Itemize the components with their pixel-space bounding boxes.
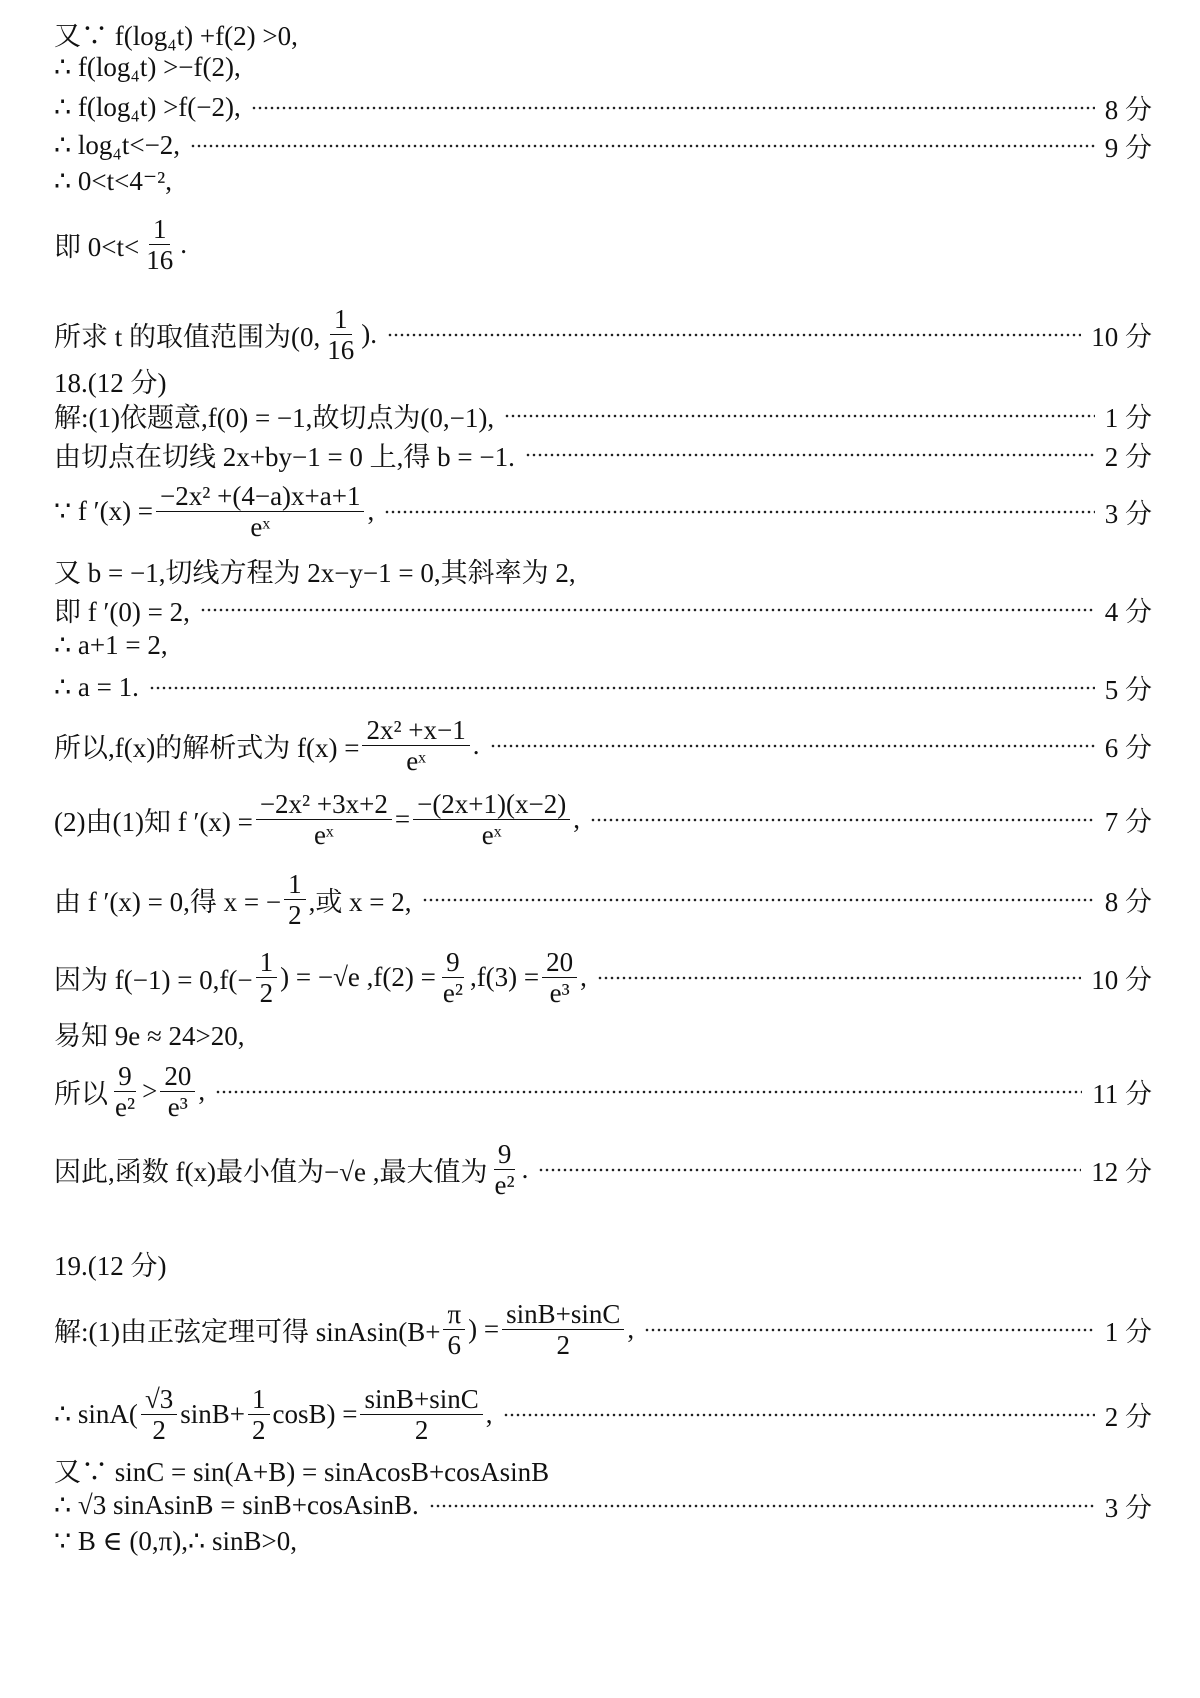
line-text-segment: ∵ B ∈ (0,π),∴ sinB>0, bbox=[54, 1526, 297, 1556]
fraction-numerator: √3 bbox=[141, 1385, 177, 1415]
fraction-numerator: 2x² +x−1 bbox=[362, 716, 469, 746]
fraction-denominator: 16 bbox=[327, 335, 355, 366]
line-text-segment: ∴ log₄t<−2, bbox=[54, 130, 181, 160]
fraction-numerator: 20 bbox=[542, 948, 577, 978]
solution-line bbox=[54, 126, 1152, 165]
fraction-denominator: 6 bbox=[447, 1330, 462, 1361]
dotted-leader bbox=[387, 333, 1081, 337]
line-text bbox=[54, 551, 576, 590]
fraction bbox=[284, 870, 306, 930]
fraction bbox=[491, 1140, 519, 1200]
score-label: 4 分 bbox=[1104, 597, 1152, 627]
line-text bbox=[54, 396, 494, 435]
dotted-leader bbox=[525, 453, 1095, 457]
line-text-segment: 18.(12 分) bbox=[54, 368, 167, 398]
line-text bbox=[54, 1490, 419, 1521]
solution-line bbox=[54, 1014, 1152, 1053]
line-text-segment: ∵ f ′(x) = bbox=[54, 496, 154, 527]
score-label: 2 分 bbox=[1104, 442, 1152, 472]
solution-line bbox=[54, 166, 1152, 197]
fraction bbox=[256, 948, 278, 1008]
fraction bbox=[156, 482, 364, 542]
line-text bbox=[54, 482, 374, 542]
line-text-segment: ). bbox=[361, 319, 377, 350]
score-label: 7 分 bbox=[1104, 807, 1152, 838]
line-text bbox=[54, 92, 241, 123]
line-text-segment: 19.(12 分) bbox=[54, 1251, 167, 1281]
line-text bbox=[54, 361, 166, 400]
score-label: 3 分 bbox=[1104, 1493, 1152, 1523]
fraction-numerator: −2x² +3x+2 bbox=[256, 790, 392, 820]
line-text-segment: , bbox=[580, 962, 587, 993]
line-text bbox=[54, 870, 412, 930]
line-text bbox=[54, 1300, 634, 1360]
solution-line bbox=[54, 1140, 1152, 1200]
fraction-denominator: eˣ bbox=[406, 746, 426, 777]
line-text-segment: ) = −√e ,f(2) = bbox=[280, 962, 436, 993]
fraction bbox=[360, 1385, 482, 1445]
line-text bbox=[54, 14, 298, 53]
line-text bbox=[54, 1450, 549, 1489]
fraction bbox=[323, 305, 358, 365]
line-text bbox=[54, 52, 241, 83]
line-text-segment: ∴ 0<t<4⁻², bbox=[54, 166, 172, 196]
line-text-segment: 因此,函数 f(x)最小值为−√e ,最大值为 bbox=[54, 1157, 488, 1188]
fraction-numerator: π bbox=[443, 1300, 465, 1330]
fraction-denominator: eˣ bbox=[481, 820, 502, 851]
solution-line bbox=[54, 435, 1152, 474]
score-label: 12 分 bbox=[1091, 1157, 1152, 1188]
fraction-numerator: 9 bbox=[114, 1062, 136, 1092]
line-text bbox=[54, 1526, 297, 1557]
dotted-leader bbox=[644, 1328, 1095, 1332]
line-text bbox=[54, 672, 139, 703]
line-text-segment: (2)由(1)知 f ′(x) = bbox=[54, 807, 253, 838]
fraction bbox=[142, 215, 177, 275]
line-text bbox=[54, 630, 168, 661]
fraction-numerator: 1 bbox=[248, 1385, 270, 1415]
score-label: 2 分 bbox=[1104, 1402, 1152, 1433]
line-text-segment: ,或 x = 2, bbox=[308, 887, 412, 918]
line-text bbox=[54, 790, 580, 850]
solution-line bbox=[54, 361, 1152, 400]
line-text-segment: , bbox=[573, 804, 580, 835]
line-text-segment: 所以,f(x)的解析式为 f(x) = bbox=[54, 733, 360, 764]
line-text-segment: 由 f ′(x) = 0,得 x = − bbox=[54, 887, 282, 918]
solution-line bbox=[54, 1385, 1152, 1445]
fraction-numerator: sinB+sinC bbox=[502, 1300, 624, 1330]
fraction-numerator: sinB+sinC bbox=[360, 1385, 482, 1415]
fraction bbox=[160, 1062, 195, 1122]
solution-line bbox=[54, 14, 1152, 53]
line-text-segment: ∴ f(log₄t) >−f(2), bbox=[54, 52, 241, 82]
fraction-numerator: 20 bbox=[160, 1062, 195, 1092]
fraction-denominator: 2 bbox=[288, 900, 302, 931]
fraction-numerator: 1 bbox=[330, 305, 352, 335]
solution-line bbox=[54, 1244, 1152, 1283]
fraction-denominator: e² bbox=[494, 1170, 515, 1201]
line-text-segment: , bbox=[198, 1076, 206, 1107]
line-text-segment: 即 f ′(0) = 2, bbox=[54, 597, 190, 627]
solution-line bbox=[54, 1450, 1152, 1489]
line-text-segment: ∴ sinA( bbox=[54, 1399, 138, 1430]
line-text-segment: cosB) = bbox=[272, 1399, 358, 1430]
solution-line bbox=[54, 482, 1152, 542]
line-text bbox=[54, 166, 172, 197]
fraction-denominator: e³ bbox=[549, 978, 570, 1009]
dotted-leader bbox=[200, 608, 1095, 612]
line-text-segment: , bbox=[627, 1314, 635, 1345]
line-text-segment: 因为 f(−1) = 0,f(− bbox=[54, 965, 253, 996]
fraction-denominator: e² bbox=[442, 978, 463, 1009]
solution-line bbox=[54, 396, 1152, 435]
line-text bbox=[54, 305, 377, 365]
fraction-numerator: 9 bbox=[442, 948, 464, 978]
fraction-numerator: −2x² +(4−a)x+a+1 bbox=[156, 482, 364, 512]
dotted-leader bbox=[422, 898, 1095, 902]
dotted-leader bbox=[597, 976, 1081, 980]
fraction bbox=[542, 948, 577, 1008]
solution-line bbox=[54, 668, 1152, 707]
line-text-segment: ∴ a+1 = 2, bbox=[54, 630, 168, 660]
score-label: 11 分 bbox=[1092, 1079, 1152, 1110]
solution-line bbox=[54, 215, 1152, 275]
fraction-denominator: eˣ bbox=[313, 820, 334, 851]
line-text-segment: 又∵ sinC = sin(A+B) = sinAcosB+cosAsinB bbox=[54, 1457, 550, 1487]
line-text-segment: ∴ a = 1. bbox=[54, 672, 139, 702]
fraction bbox=[111, 1062, 139, 1122]
line-text-segment: 又∵ f(log₄t) +f(2) >0, bbox=[54, 21, 298, 51]
dotted-leader bbox=[503, 1413, 1095, 1417]
line-text bbox=[54, 130, 180, 161]
fraction-denominator: e³ bbox=[167, 1092, 188, 1123]
dotted-leader bbox=[251, 106, 1095, 110]
line-text-segment: 又 b = −1,切线方程为 2x−y−1 = 0,其斜率为 2, bbox=[54, 558, 576, 588]
solution-line bbox=[54, 1486, 1152, 1525]
solution-line bbox=[54, 551, 1152, 590]
solution-line bbox=[54, 88, 1152, 127]
line-text bbox=[54, 1244, 166, 1283]
dotted-leader bbox=[538, 1168, 1081, 1172]
line-text-segment: 解:(1)由正弦定理可得 sinAsin(B+ bbox=[54, 1317, 441, 1348]
dotted-leader bbox=[215, 1090, 1082, 1094]
line-text-segment: . bbox=[180, 229, 187, 260]
score-label: 1 分 bbox=[1104, 403, 1152, 433]
solution-line bbox=[54, 716, 1152, 776]
fraction bbox=[443, 1300, 465, 1360]
fraction bbox=[502, 1300, 624, 1360]
line-text bbox=[54, 435, 515, 474]
fraction-numerator: 1 bbox=[149, 215, 171, 245]
line-text-segment: 由切点在切线 2x+by−1 = 0 上,得 b = −1. bbox=[54, 442, 515, 472]
line-text-segment: ∴ √3 sinAsinB = sinB+cosAsinB. bbox=[54, 1490, 419, 1520]
line-text-segment: 即 0<t< bbox=[54, 232, 140, 263]
fraction-denominator: 16 bbox=[146, 245, 174, 276]
solution-line bbox=[54, 630, 1152, 661]
solution-line bbox=[54, 870, 1152, 930]
line-text bbox=[54, 1014, 245, 1053]
solution-line bbox=[54, 1300, 1152, 1360]
fraction-denominator: 2 bbox=[152, 1415, 166, 1446]
solution-line bbox=[54, 1062, 1152, 1122]
solution-line bbox=[54, 790, 1152, 850]
line-text-segment: 解:(1)依题意,f(0) = −1,故切点为(0,−1), bbox=[54, 403, 495, 433]
line-text bbox=[54, 590, 190, 629]
line-text-segment: , bbox=[367, 496, 375, 527]
fraction-numerator: −(2x+1)(x−2) bbox=[413, 790, 570, 820]
solution-line bbox=[54, 590, 1152, 629]
fraction bbox=[439, 948, 467, 1008]
line-text-segment: ∴ f(log₄t) >f(−2), bbox=[54, 92, 241, 122]
solution-line bbox=[54, 305, 1152, 365]
line-text-segment: = bbox=[394, 804, 411, 835]
score-label: 5 分 bbox=[1104, 675, 1152, 705]
line-text-segment: . bbox=[472, 730, 480, 761]
score-label: 1 分 bbox=[1104, 1317, 1152, 1348]
fraction-denominator: 2 bbox=[414, 1415, 429, 1446]
dotted-leader bbox=[384, 510, 1095, 514]
dotted-leader bbox=[429, 1504, 1095, 1508]
fraction bbox=[141, 1385, 177, 1445]
line-text-segment: 易知 9e ≈ 24>20, bbox=[54, 1021, 245, 1051]
dotted-leader bbox=[149, 686, 1095, 690]
line-text-segment: 所求 t 的取值范围为(0, bbox=[54, 322, 321, 353]
fraction-numerator: 1 bbox=[256, 948, 278, 978]
fraction-denominator: 2 bbox=[556, 1330, 570, 1361]
fraction-numerator: 1 bbox=[284, 870, 306, 900]
line-text-segment: sinB+ bbox=[180, 1399, 246, 1430]
fraction-denominator: eˣ bbox=[250, 512, 271, 543]
score-label: 6 分 bbox=[1104, 733, 1152, 764]
line-text bbox=[54, 716, 480, 776]
line-text bbox=[54, 1140, 528, 1200]
fraction-numerator: 9 bbox=[494, 1140, 516, 1170]
dotted-leader bbox=[190, 144, 1095, 148]
fraction-denominator: 2 bbox=[259, 978, 274, 1009]
line-text-segment: 所以 bbox=[54, 1079, 108, 1110]
fraction bbox=[248, 1385, 270, 1445]
solution-line bbox=[54, 52, 1152, 83]
line-text-segment: . bbox=[521, 1154, 529, 1185]
line-text bbox=[54, 1385, 493, 1445]
fraction bbox=[413, 790, 570, 850]
dotted-leader bbox=[490, 744, 1095, 748]
line-text-segment: ) = bbox=[468, 1314, 500, 1345]
solution-line bbox=[54, 948, 1152, 1008]
solution-line bbox=[54, 1526, 1152, 1557]
line-text bbox=[54, 948, 587, 1008]
score-label: 3 分 bbox=[1104, 499, 1152, 530]
fraction-denominator: 2 bbox=[252, 1415, 266, 1446]
fraction bbox=[362, 716, 469, 776]
fraction-denominator: e² bbox=[115, 1092, 136, 1123]
score-label: 10 分 bbox=[1091, 322, 1152, 353]
line-text-segment: > bbox=[142, 1076, 158, 1107]
line-text bbox=[54, 1062, 205, 1122]
dotted-leader bbox=[590, 818, 1095, 822]
score-label: 8 分 bbox=[1104, 95, 1152, 125]
score-label: 10 分 bbox=[1091, 965, 1152, 996]
score-label: 8 分 bbox=[1104, 887, 1152, 918]
line-text-segment: ,f(3) = bbox=[469, 962, 540, 993]
fraction bbox=[256, 790, 392, 850]
dotted-leader bbox=[504, 414, 1095, 418]
line-text-segment: , bbox=[485, 1399, 493, 1430]
score-label: 9 分 bbox=[1104, 133, 1152, 163]
line-text bbox=[54, 215, 187, 275]
